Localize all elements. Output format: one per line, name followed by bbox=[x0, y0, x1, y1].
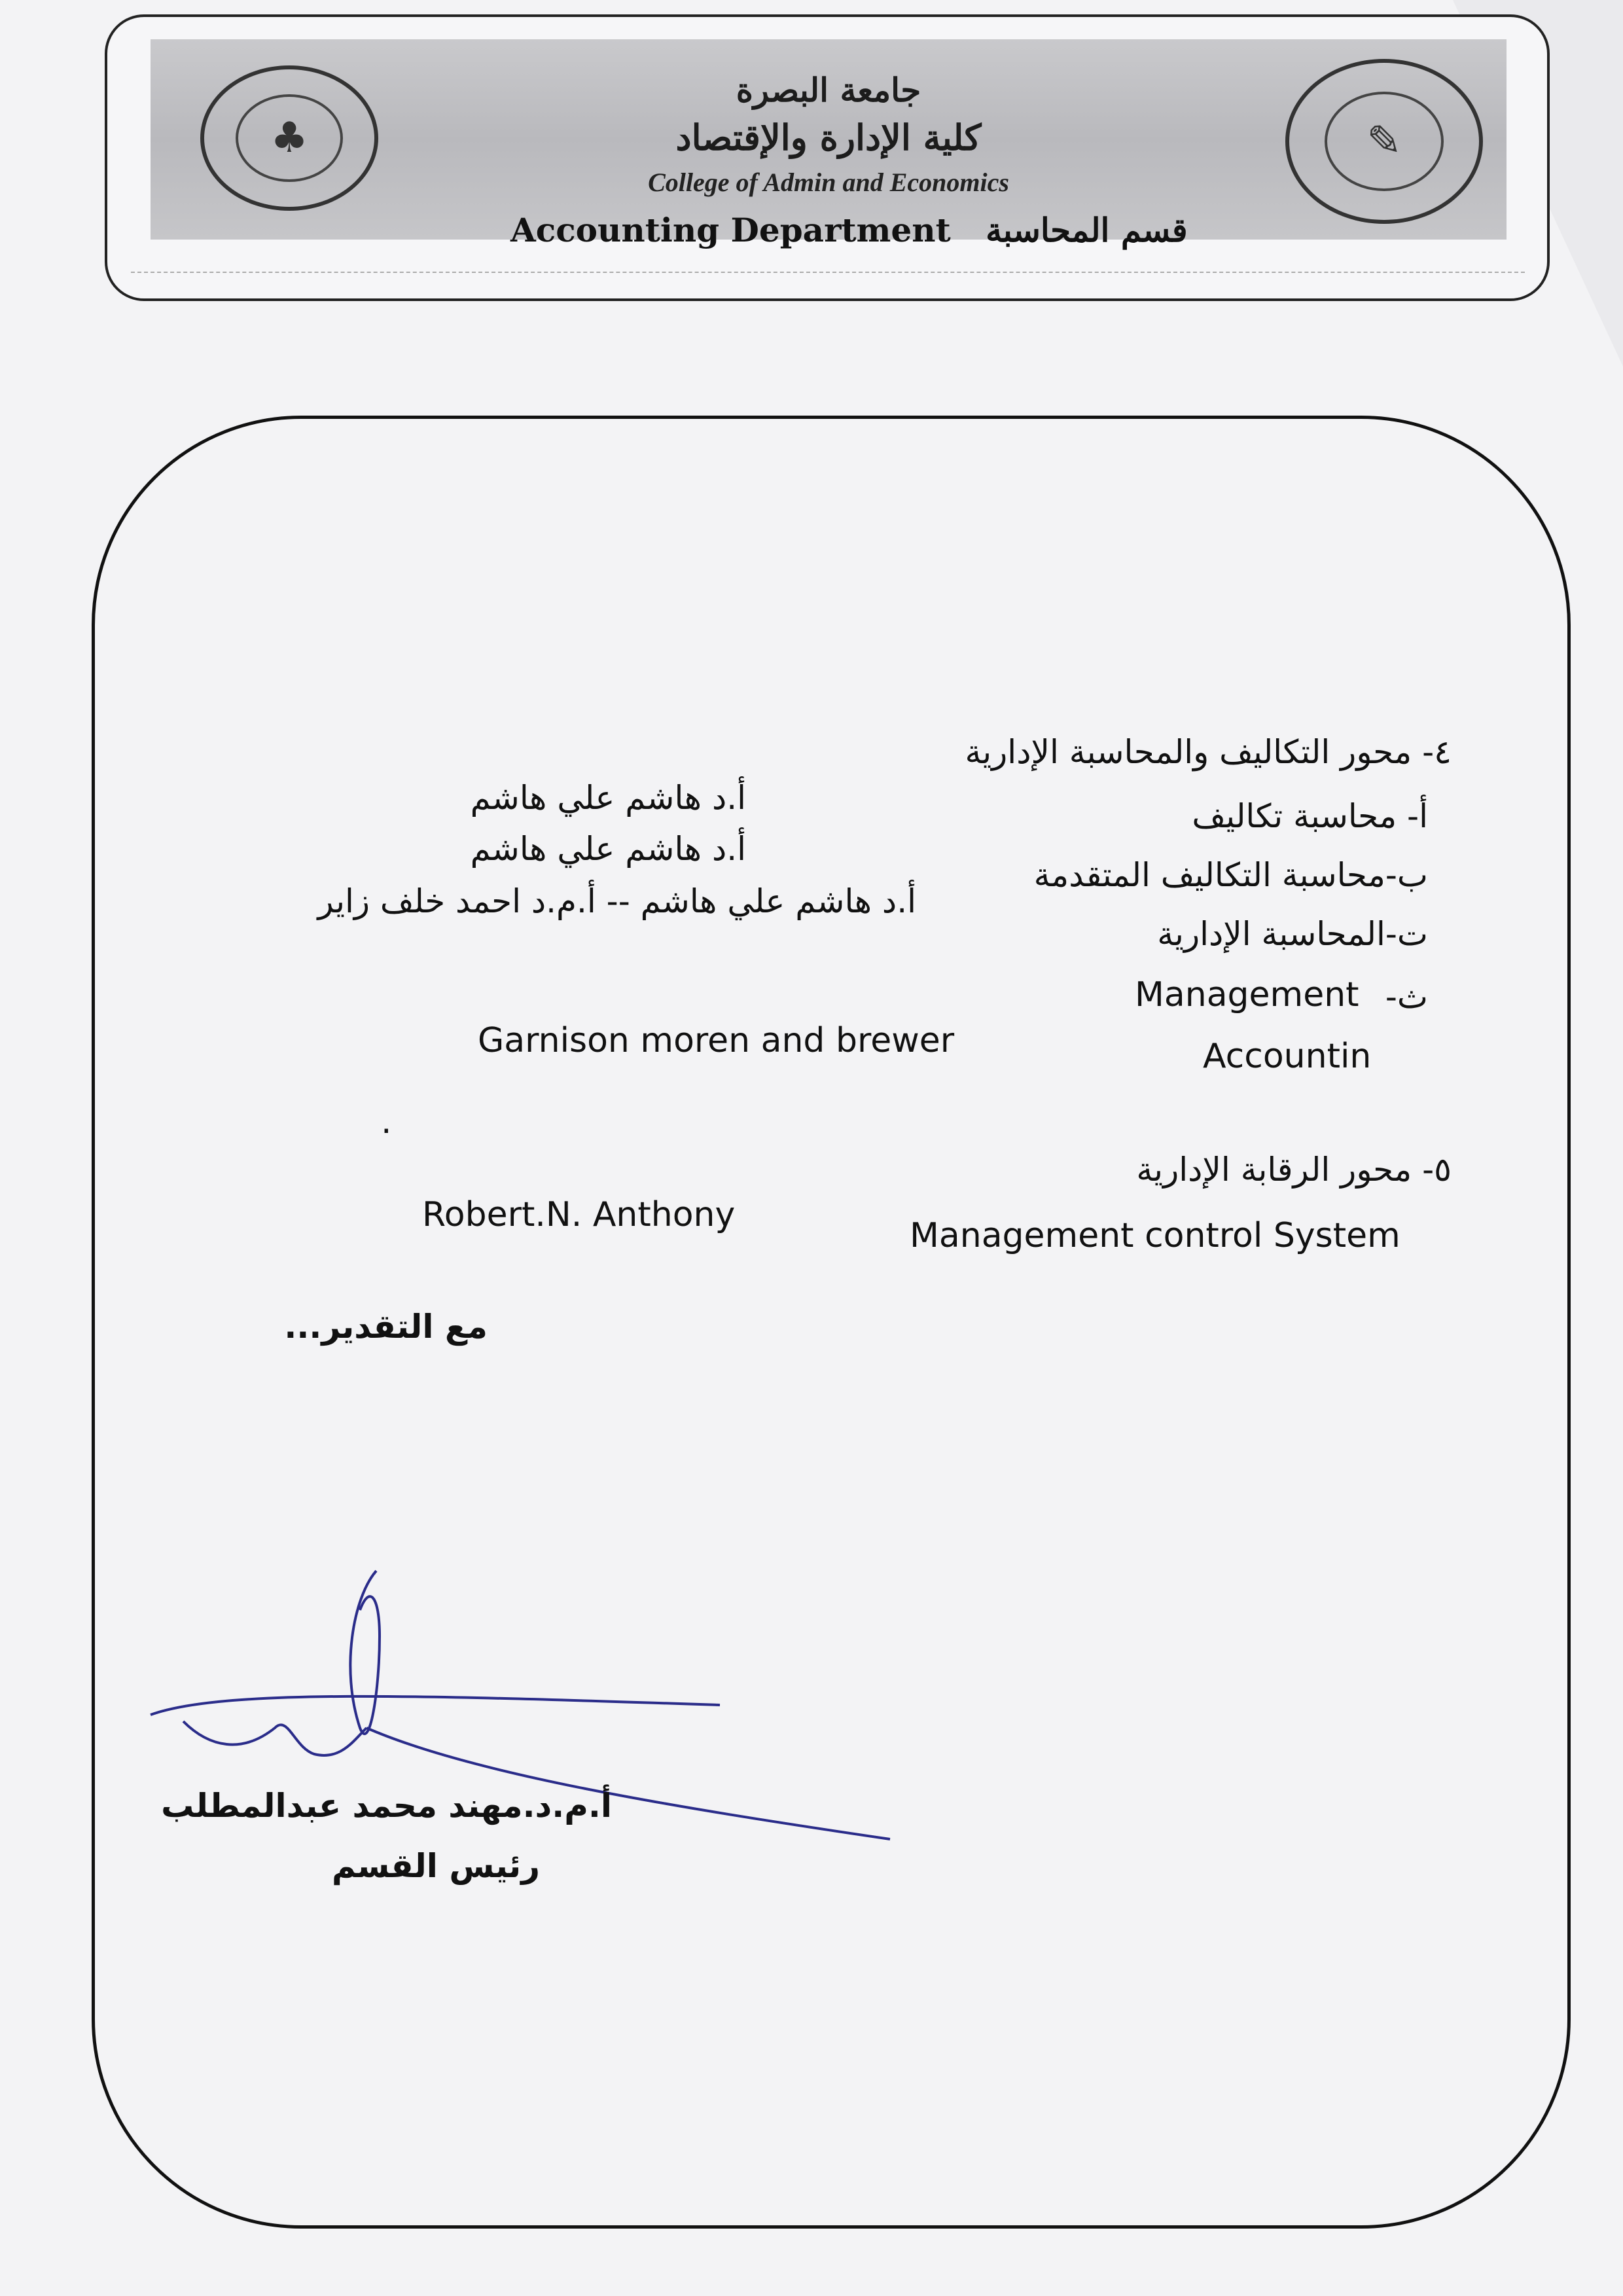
axis4-item-a-label: أ- محاسبة تكاليف bbox=[1192, 797, 1428, 835]
college-name-english: College of Admin and Economics bbox=[648, 168, 1009, 197]
axis5-lecturer: Robert.N. Anthony bbox=[422, 1195, 736, 1234]
axis4-title: ٤- محور التكاليف والمحاسبة الإدارية bbox=[965, 733, 1452, 771]
axis5-title: ٥- محور الرقابة الإدارية bbox=[1136, 1151, 1452, 1189]
palm-emblem-icon: ♣ bbox=[236, 94, 343, 182]
letterhead-banner bbox=[151, 39, 1507, 240]
closing-remark: مع التقدير... bbox=[284, 1308, 488, 1346]
book-emblem-icon: ✎ bbox=[1325, 92, 1444, 191]
department-name-english: Accounting Department bbox=[510, 211, 951, 249]
university-name: جامعة البصرة bbox=[736, 71, 921, 109]
axis4-item-d-lecturer: Garnison moren and brewer bbox=[478, 1021, 955, 1060]
stray-dot: . bbox=[381, 1102, 392, 1141]
header-divider bbox=[131, 272, 1525, 273]
college-seal-icon bbox=[1285, 59, 1483, 224]
department-name-arabic: قسم المحاسبة bbox=[986, 211, 1188, 249]
department-title bbox=[510, 211, 1188, 249]
axis4-item-d-course: Management bbox=[1135, 975, 1359, 1014]
axis4-item-d-prefix: ث- bbox=[1385, 978, 1428, 1016]
axis4-item-a-lecturer: أ.د هاشم علي هاشم bbox=[470, 779, 746, 817]
college-name-arabic: كلية الإدارة والإقتصاد bbox=[675, 117, 982, 158]
signatory-name: أ.م.د.مهند محمد عبدالمطلب bbox=[161, 1787, 612, 1825]
axis5-course: Management control System bbox=[910, 1216, 1400, 1255]
axis4-item-b-label: ب-محاسبة التكاليف المتقدمة bbox=[1033, 856, 1428, 894]
axis4-item-c-lecturer: أ.د هاشم علي هاشم -- أ.م.د احمد خلف زاير bbox=[317, 882, 916, 920]
axis4-item-d-course-cont: Accountin bbox=[1203, 1037, 1372, 1076]
signatory-role: رئيس القسم bbox=[331, 1847, 540, 1885]
axis4-item-c-label: ت-المحاسبة الإدارية bbox=[1157, 915, 1428, 953]
axis4-item-b-lecturer: أ.د هاشم علي هاشم bbox=[470, 830, 746, 868]
